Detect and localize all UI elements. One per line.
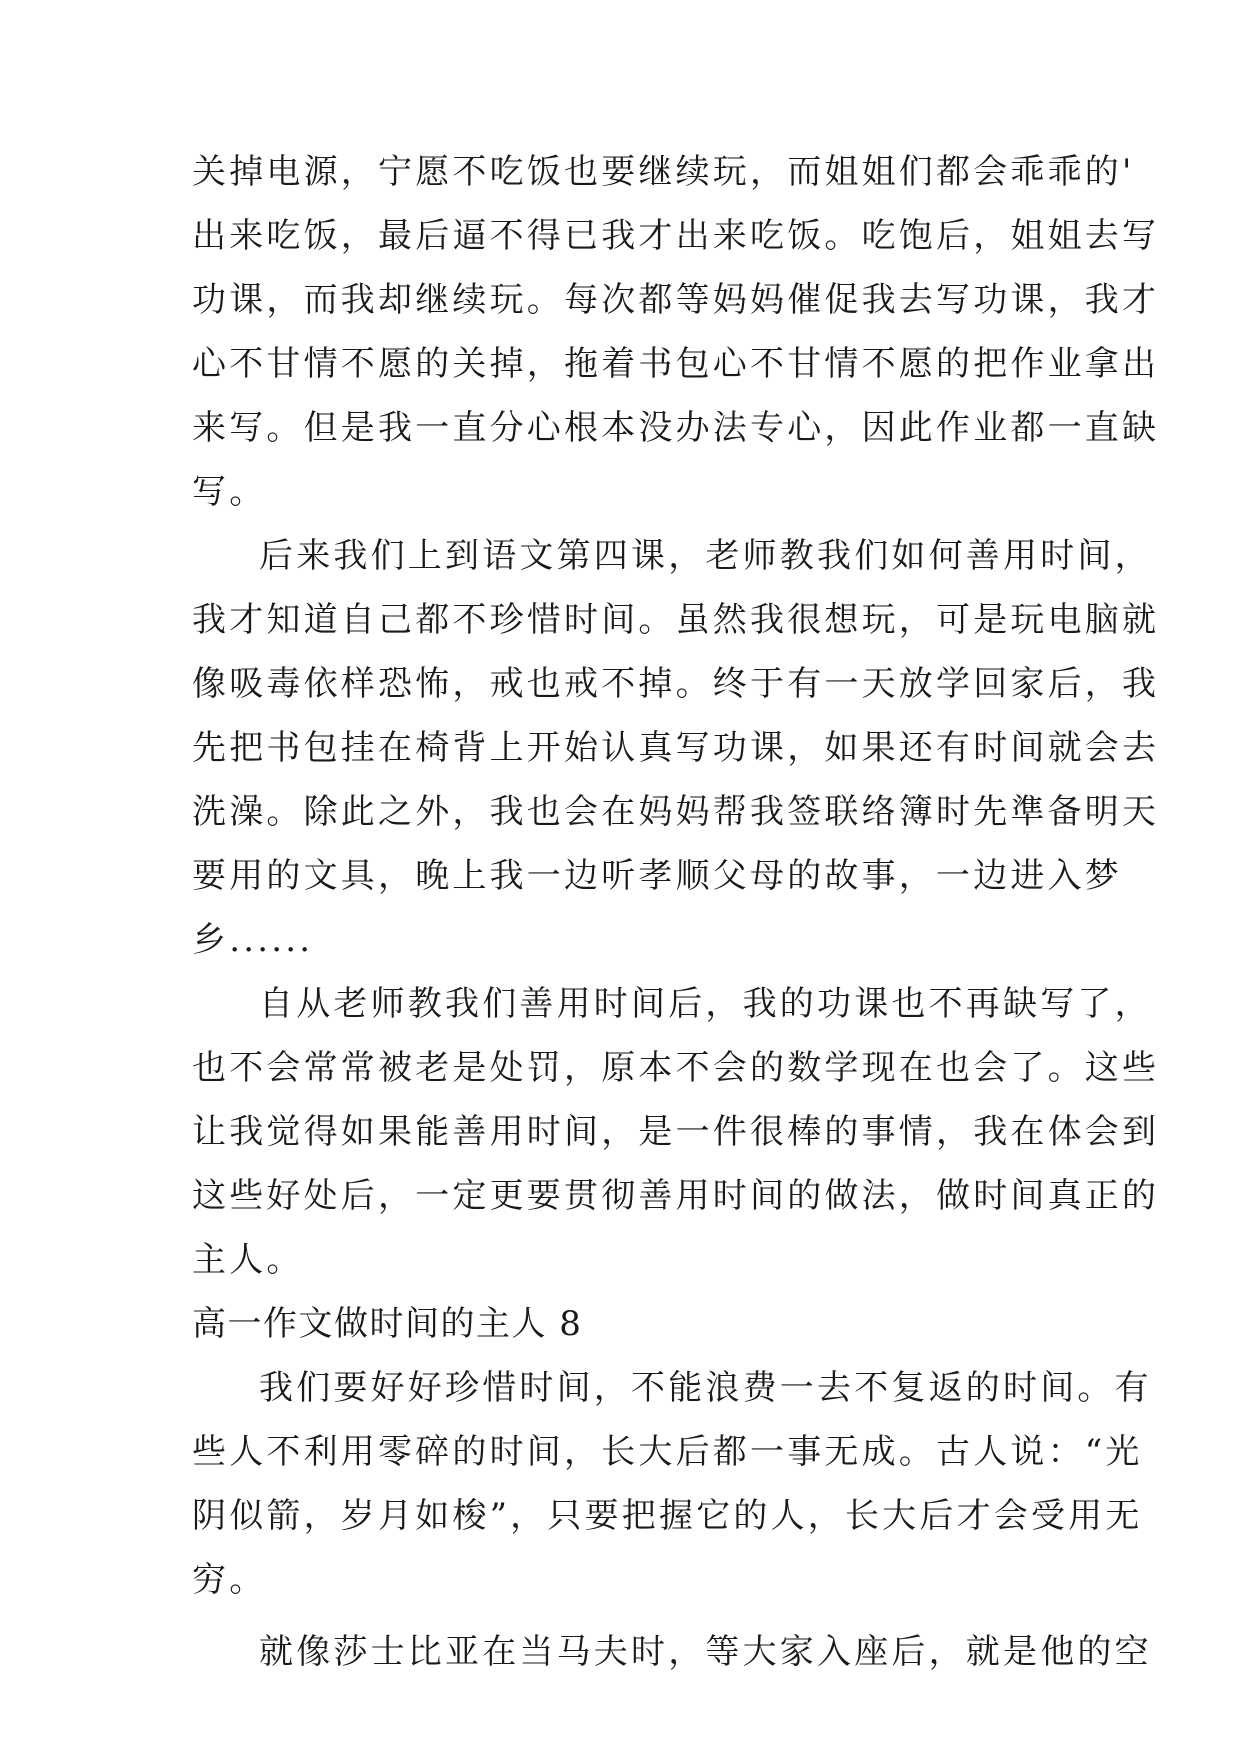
text-line: 像吸毒依样恐怖，戒也戒不掉。终于有一天放学回家后，我 (192, 664, 1160, 704)
paragraph-first-line: 就像莎士比亚在当马夫时，等大家入座后，就是他的空 (259, 1632, 1152, 1672)
text-line: 出来吃饭，最后逼不得已我才出来吃饭。吃饱后，姐姐去写 (192, 216, 1160, 256)
text-line: 阴似箭，岁月如梭”，只要把握它的人，长大后才会受用无 (192, 1496, 1143, 1536)
text-line: 穷。 (192, 1560, 267, 1600)
text-line: 我才知道自己都不珍惜时间。虽然我很想玩，可是玩电脑就 (192, 600, 1160, 640)
text-line: 乡...... (192, 920, 314, 960)
text-line: 洗澡。除此之外，我也会在妈妈帮我签联络簿时先準备明天 (192, 792, 1160, 832)
text-line: 让我觉得如果能善用时间，是一件很棒的事情，我在体会到 (192, 1112, 1160, 1152)
text-line: 要用的文具，晚上我一边听孝顺父母的故事，一边进入梦 (192, 856, 1122, 896)
text-line: 先把书包挂在椅背上开始认真写功课，如果还有时间就会去 (192, 728, 1160, 768)
text-line: 主人。 (192, 1240, 304, 1280)
text-line: 功课，而我却继续玩。每次都等妈妈催促我去写功课，我才 (192, 280, 1160, 320)
text-line: 些人不利用零碎的时间，长大后都一事无成。古人说：“光 (192, 1432, 1143, 1472)
paragraph-first-line: 后来我们上到语文第四课，老师教我们如何善用时间， (259, 536, 1152, 576)
text-line: 也不会常常被老是处罚，原本不会的数学现在也会了。这些 (192, 1048, 1160, 1088)
section-heading: 高一作文做时间的主人 8 (192, 1304, 583, 1344)
paragraph-first-line: 自从老师教我们善用时间后，我的功课也不再缺写了， (259, 984, 1152, 1024)
text-line: 心不甘情不愿的关掉，拖着书包心不甘情不愿的把作业拿出 (192, 344, 1160, 384)
text-line: 写。 (192, 472, 267, 512)
text-line: 来写。但是我一直分心根本没办法专心，因此作业都一直缺 (192, 408, 1160, 448)
text-line: 这些好处后，一定更要贯彻善用时间的做法，做时间真正的 (192, 1176, 1160, 1216)
paragraph-first-line: 我们要好好珍惜时间，不能浪费一去不复返的时间。有 (259, 1368, 1152, 1408)
text-line: 关掉电源，宁愿不吃饭也要继续玩，而姐姐们都会乖乖的' (192, 152, 1135, 192)
